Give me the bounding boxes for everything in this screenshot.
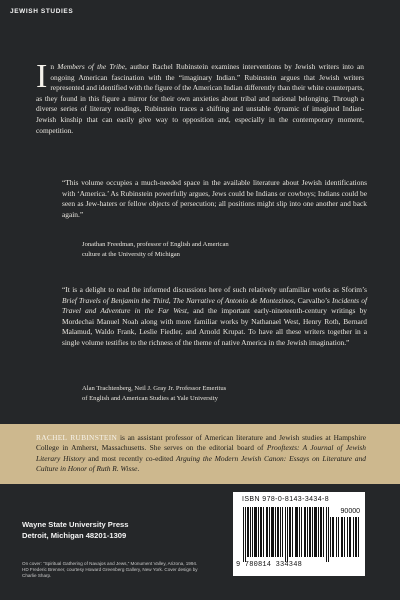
- ean-barcode: [243, 507, 329, 562]
- cover-credit: On cover: “Spiritual Gathering of Navajos and Jews,” Monument Valley, Arizona, 1994. HD Frederic Brenner, courtesy Howard Greenberg Gallery, New York. Cover design by Charlie Sharp.: [22, 561, 198, 578]
- attribution-line: Alan Trachtenberg, Neil J. Gray Jr. Professor Emeritus: [82, 385, 227, 392]
- attribution-line: of English and American Studies at Yale University: [82, 395, 218, 402]
- bio-text: is an assistant professor of American literature and Jewish studies at Hampshire College in Amherst, Massachusetts. She serves on the editorial board of: [36, 433, 366, 453]
- quote-text: ,: [168, 295, 173, 305]
- bio-book-title: Arguing the Modern Jewish Canon: Essays on Literature and Culture in Honor of Ruth R. Wisse: [36, 453, 366, 474]
- quote-text: , Carvalho’s: [293, 295, 332, 305]
- author-name: RACHEL RUBINSTEIN: [36, 433, 118, 442]
- quoted-title: Incidents of Travel and Adventure in the Far West: [62, 295, 368, 316]
- intro-paragraph: [36, 58, 364, 136]
- intro-text: , author Rachel Rubinstein examines interventions by Jewish writers into an ongoing American fascination with the “imaginary Indian.” Rubinstein argues that Jewish writers represented and identified with the figure of the American Indian differently than their white counterparts, as they found in this figure a mirror for their own anxieties about tribal and national belonging. Through a diverse series of literary readings, Rubinstein traces a shifting and unstable dynamic of imagined Indian-Jewish kinship that can easily give way to opposition and, especially in the contemporary moment, competition.: [36, 62, 364, 135]
- barcode-panel: [233, 492, 365, 576]
- publisher-name: Wayne State University Press: [22, 520, 129, 529]
- quote-text: “It is a delight to read the informed discussions here of such relatively unfamiliar works as Sforim’s: [62, 285, 367, 294]
- bio-text: and most recently co-edited: [85, 453, 177, 463]
- author-bio: [36, 433, 366, 475]
- book-title: Members of the Tribe: [57, 62, 125, 71]
- bio-text: .: [137, 464, 140, 474]
- ean-digits: 9 780814 334348: [236, 561, 303, 569]
- price-barcode: [330, 517, 360, 557]
- isbn-label: ISBN 978-0-8143-3434-8: [242, 496, 330, 503]
- attribution-line: Jonathan Freedman, professor of English and American: [82, 241, 229, 248]
- blurb-quote: “This volume occupies a much-needed space in the available literature about Jewish identifications with ‘America.’ As Rubinstein powerfully argues, Jews could be Indians or cowboys; Indians could be seen as Jew-haters or fellow objects of persecution; all positions might slip into one another and back again.”: [62, 178, 367, 219]
- attribution-line: culture at the University of Michigan: [82, 251, 180, 258]
- quoted-title: The Narrative of Antonio de Montezinos: [172, 295, 294, 305]
- price-code: 90000: [340, 508, 360, 515]
- publisher-address: Detroit, Michigan 48201-1309: [22, 531, 127, 540]
- bio-journal-title: Prooftexts: A Journal of Jewish Literary History: [36, 443, 366, 463]
- drop-cap: I: [36, 58, 48, 95]
- blurb-attribution: [82, 384, 362, 404]
- quoted-title: Brief Travels of Benjamin the Third: [62, 295, 169, 305]
- blurb-quote: [62, 285, 367, 349]
- publisher-block: [22, 519, 129, 541]
- quote-text: , and the important early-nineteenth-century writings by Mordechai Manuel Noah along with more familiar works by Nathanael West, Henry Roth, Bernard Malamud, Waldo Frank, Leslie Fiedler, and Arnold Krupat. To have all these writers together in a single volume testifies to the richness of the theme of native America in the Jewish imagination.”: [62, 306, 368, 347]
- category-label: JEWISH STUDIES: [10, 8, 74, 15]
- intro-text: n: [50, 62, 58, 71]
- blurb-attribution: [82, 240, 362, 260]
